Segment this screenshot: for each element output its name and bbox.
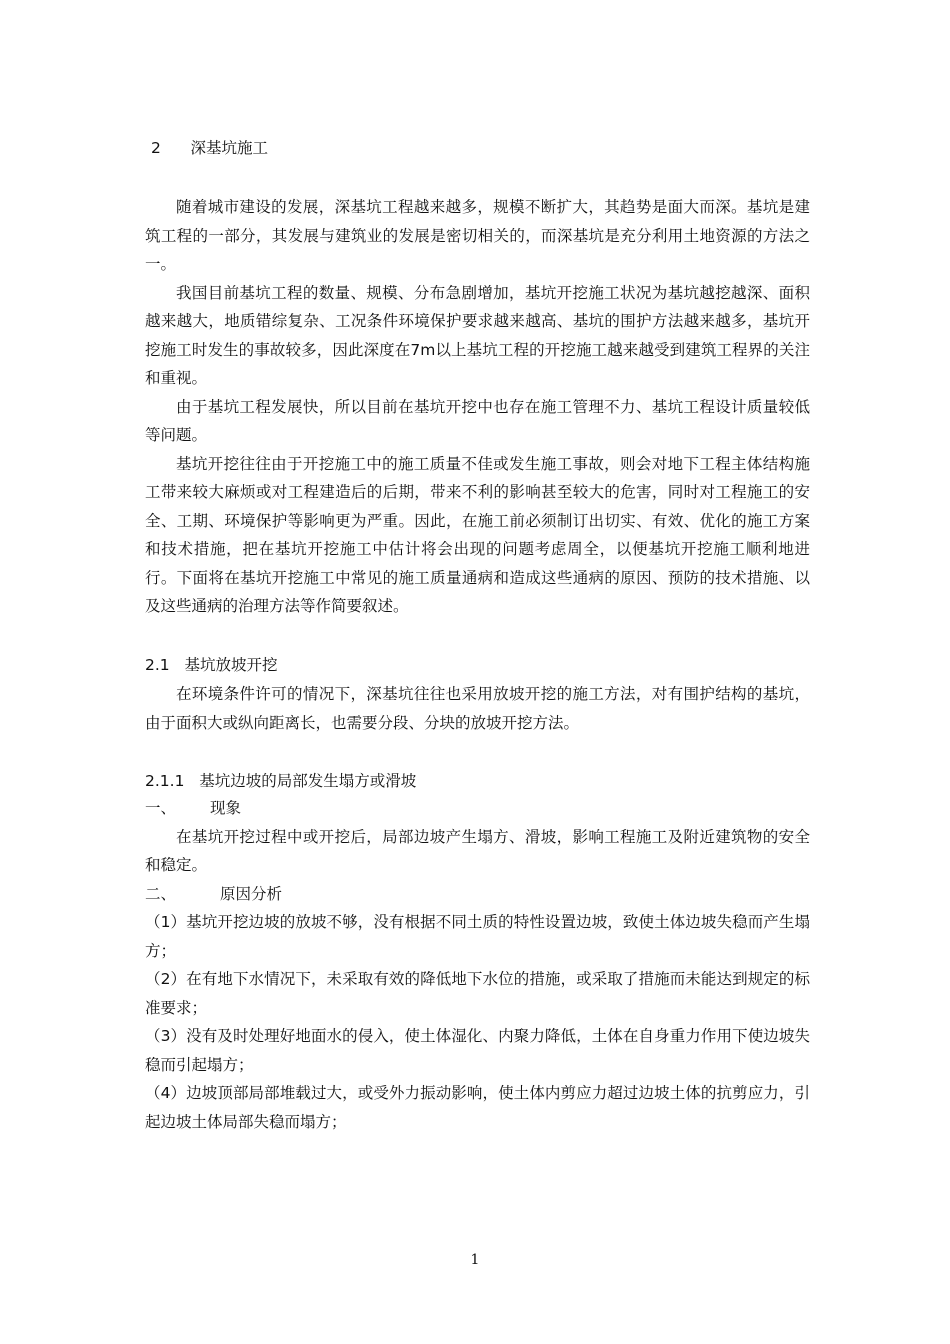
intro-paragraph-4: 基坑开挖往往由于开挖施工中的施工质量不佳或发生施工事故，则会对地下工程主体结构施工带来较大麻烦或对工程建造后的后期，带来不利的影响甚至较大的危害，同时对工程施工的安全、工期、环境保护等影响更为严重。因此，在施工前必须制订出切实、有效、优化的施工方案和技术措施，把在基坑开挖施工中估计将会出现的问题考虑周全，以便基坑开挖施工顺利地进行。下面将在基坑开挖施工中常见的施工质量通病和造成这些通病的原因、预防的技术措施、以及这些通病的治理方法等作简要叙述。	[145, 454, 810, 615]
intro-paragraph-1: 随着城市建设的发展，深基坑工程越来越多，规模不断扩大，其趋势是面大而深。基坑是建筑工程的一部分，其发展与建筑业的发展是密切相关的，而深基坑是充分利用土地资源的方法之一。	[145, 198, 810, 273]
cause-item-4: （4）边坡顶部局部堆载过大，或受外力振动影响，使土体内剪应力超过边坡土体的抗剪应力，引起边坡土体局部失稳而塌方；	[145, 1084, 810, 1131]
cause-item-2: （2）在有地下水情况下，未采取有效的降低地下水位的措施，或采取了措施而未能达到规定的标准要求；	[145, 970, 810, 1017]
causes-title: 原因分析	[220, 884, 283, 903]
phenomenon-title: 现象	[210, 799, 242, 817]
cause-item-1: （1）基坑开挖边坡的放坡不够，没有根据不同土质的特性设置边坡，致使土体边坡失稳而产生塌方；	[145, 913, 810, 960]
intro-paragraph-3: 由于基坑工程发展快，所以目前在基坑开挖中也存在施工管理不力、基坑工程设计质量较低等问题。	[145, 397, 810, 444]
causes-label: 二、	[145, 884, 177, 903]
section-2-1-1-heading	[145, 770, 416, 792]
section-number: 2.1.1	[145, 772, 185, 790]
section-2-1-paragraph: 在环境条件许可的情况下，深基坑往往也采用放坡开挖的施工方法，对有围护结构的基坑，由于面积大或纵向距离长，也需要分段、分块的放坡开挖方法。	[145, 685, 810, 732]
causes-heading	[145, 880, 810, 909]
section-2-1-body	[145, 680, 810, 737]
phenomenon-heading	[145, 794, 810, 823]
section-2-1-1-body	[145, 794, 810, 1136]
intro-paragraph-2: 我国目前基坑工程的数量、规模、分布急剧增加，基坑开挖施工状况为基坑越挖越深、面积越来越大，地质错综复杂、工况条件环境保护要求越来越高、基坑的围护方法越来越多，基坑开挖施工时发生的事故较多，因此深度在7m以上基坑工程的开挖施工越来越受到建筑工程界的关注和重视。	[145, 283, 810, 387]
section-title: 基坑边坡的局部发生塌方或滑坡	[199, 772, 417, 790]
page-number: 1	[470, 1252, 480, 1268]
intro-block	[145, 193, 810, 621]
section-number: 2	[151, 139, 161, 157]
phenomenon-label: 一、	[145, 799, 177, 817]
cause-item-3: （3）没有及时处理好地面水的侵入，使土体湿化、内聚力降低，土体在自身重力作用下使边坡失稳而引起塌方；	[145, 1027, 810, 1074]
section-number: 2.1	[145, 656, 170, 674]
section-title: 深基坑施工	[190, 139, 268, 157]
phenomenon-text: 在基坑开挖过程中或开挖后，局部边坡产生塌方、滑坡，影响工程施工及附近建筑物的安全和稳定。	[145, 827, 810, 874]
section-2-heading	[151, 137, 268, 159]
section-title: 基坑放坡开挖	[184, 656, 278, 674]
section-2-1-heading	[145, 654, 277, 676]
